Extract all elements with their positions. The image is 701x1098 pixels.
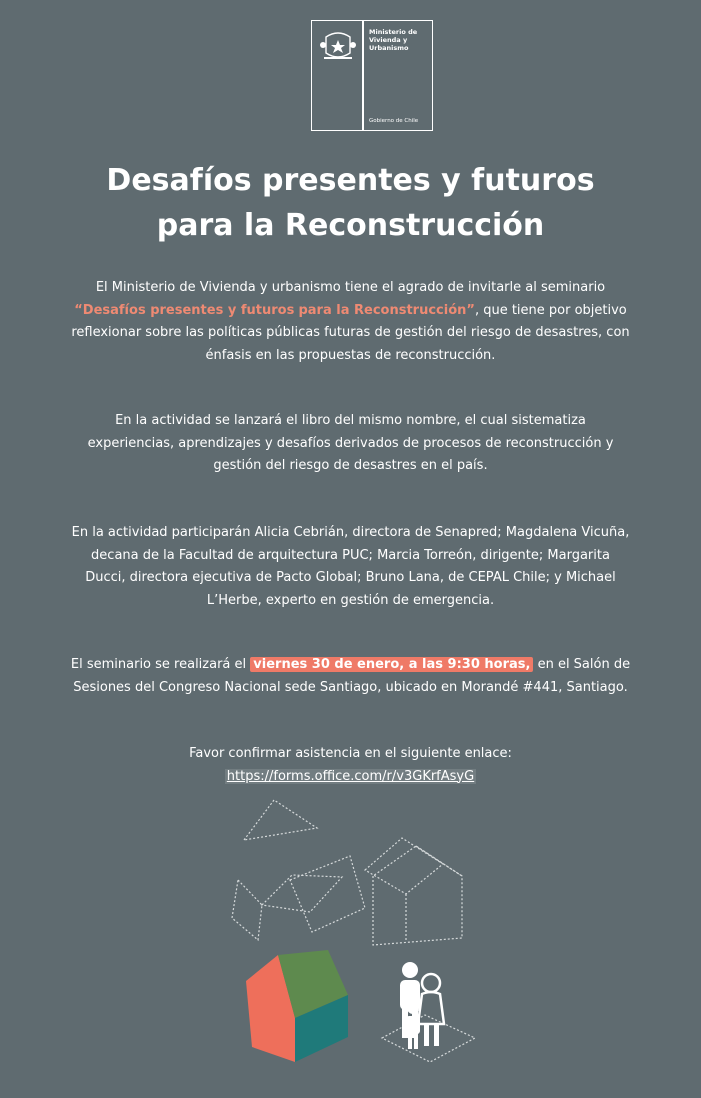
- dotted-cube-icon: [232, 856, 365, 940]
- intro-paragraph: [70, 277, 631, 367]
- page-title: [0, 158, 701, 248]
- government-name: Gobierno de Chile: [369, 118, 419, 124]
- colored-house-icon: [246, 950, 348, 1062]
- rsvp-link[interactable]: https://forms.office.com/r/v3GKrfAsyG: [226, 768, 475, 784]
- event-details-paragraph: [70, 654, 631, 699]
- intro-text: El Ministerio de Vivienda y urbanismo tiene el agrado de invitarle al seminario: [95, 280, 606, 295]
- title-line-2: para la Reconstrucción: [156, 208, 545, 243]
- dotted-triangle-icon: [244, 800, 317, 840]
- reconstruction-illustration: [230, 790, 510, 1075]
- ministry-logo: [311, 20, 433, 131]
- dotted-house-outline-icon: [365, 838, 462, 945]
- title-line-1: Desafíos presentes y futuros: [106, 163, 595, 198]
- rsvp-text: Favor confirmar asistencia en el siguiente enlace:: [189, 746, 512, 761]
- intro-text-end: , que tiene por objetivo reflexionar sobre las políticas públicas futuras de gestión del riesgo de desastres, con énfasis en las propuestas de reconstrucción.: [71, 302, 630, 363]
- ministry-name: Ministerio de Vivienda y Urbanismo: [369, 28, 418, 52]
- event-location: en el Salón de Sesiones del Congreso Nacional sede Santiago, ubicado en Morandé #441, Santiago.: [73, 657, 631, 695]
- seminar-name-2: para la Reconstrucción”: [298, 302, 475, 318]
- logo-divider: [362, 21, 364, 130]
- event-text: El seminario se realizará el: [70, 657, 251, 672]
- event-date-highlight: viernes 30 de enero, a las 9:30 horas,: [250, 657, 533, 672]
- book-paragraph: En la actividad se lanzará el libro del mismo nombre, el cual sistematiza experiencias, aprendizajes y desafíos derivados de procesos de reconstrucción y gestión del riesgo de desastres en el país.: [87, 413, 614, 473]
- family-icon: [382, 962, 475, 1062]
- rsvp-paragraph: [70, 743, 631, 788]
- chile-coat-of-arms-icon: [320, 31, 356, 61]
- participants-paragraph: En la actividad participarán Alicia Cebrián, directora de Senapred; Magdalena Vicuña, decana de la Facultad de arquitectura PUC; Marcia Torreón, dirigente; Margarita Ducci, directora ejecutiva de Pacto Global; Bruno Lana, de CEPAL Chile; y Michael L’Herbe, experto en gestión de emergencia.: [71, 525, 630, 608]
- seminar-name-1: “Desafíos presentes y futuros: [74, 302, 295, 318]
